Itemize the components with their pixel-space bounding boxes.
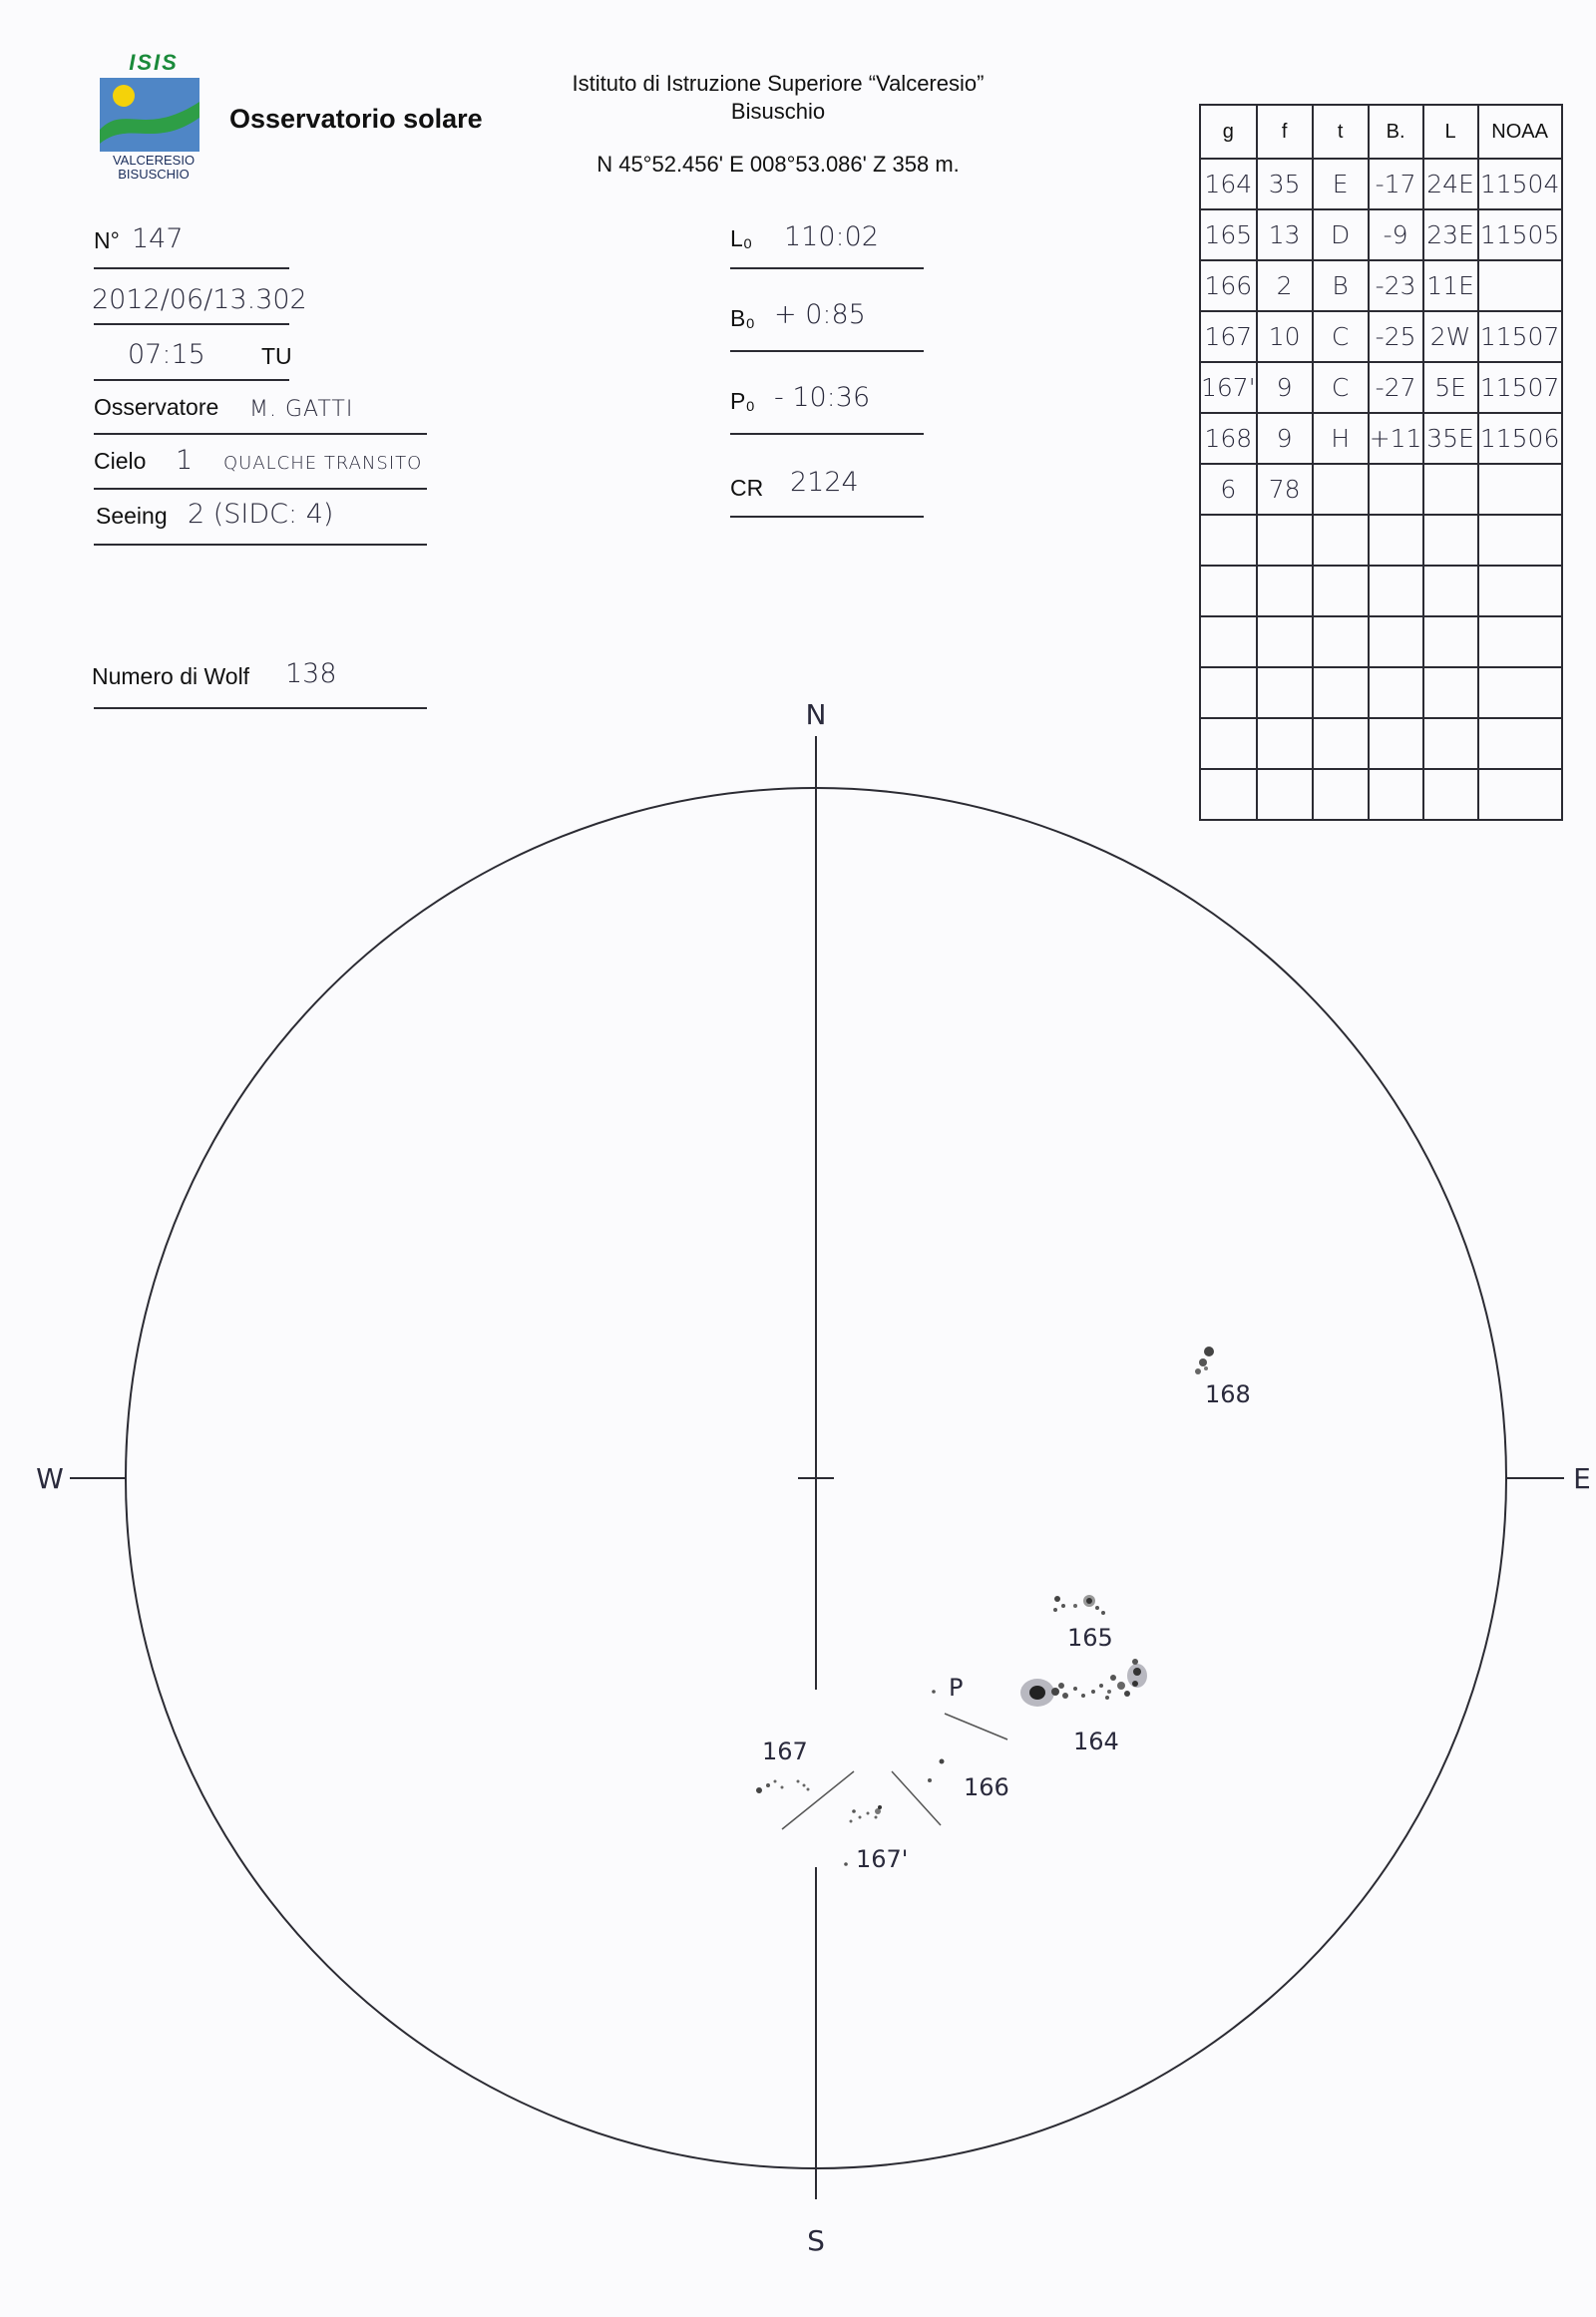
west-label: W: [36, 1462, 64, 1495]
cell-longitude: 5E: [1423, 362, 1478, 413]
cell-longitude: 11E: [1423, 260, 1478, 311]
cell-group: 165: [1200, 209, 1257, 260]
logo-mark: ISIS: [129, 50, 179, 75]
group-label-167: 167: [762, 1738, 808, 1765]
seeing-value: 2 (SIDC: 4): [188, 499, 334, 530]
cell-group: 168: [1200, 413, 1257, 464]
cell-group: 6: [1200, 464, 1257, 515]
column-header-longitude: L: [1423, 105, 1478, 159]
sunspot-group-167: [756, 1780, 810, 1794]
column-header-type: t: [1313, 105, 1369, 159]
cell-longitude: 23E: [1423, 209, 1478, 260]
p-marker-label: P: [949, 1674, 964, 1702]
page-title: Osservatorio solare: [229, 104, 483, 134]
group-167-divider-left: [782, 1771, 854, 1829]
date-value: 2012/06/13.302: [92, 284, 307, 315]
cell-noaa: 11506: [1478, 413, 1562, 464]
cell-latitude: -27: [1369, 362, 1423, 413]
cell-type: C: [1313, 362, 1369, 413]
observatory-coordinates: N 45°52.456' E 008°53.086' Z 358 m.: [597, 152, 960, 177]
sunspot-group-166: [928, 1759, 945, 1783]
sunspot-group-164: [1020, 1659, 1147, 1707]
group-label-164: 164: [1073, 1728, 1119, 1755]
observer-label: Osservatore: [94, 394, 219, 420]
p0-label: P₀: [730, 388, 755, 414]
column-header-noaa: NOAA: [1478, 105, 1562, 159]
cell-type: D: [1313, 209, 1369, 260]
cell-longitude: 35E: [1423, 413, 1478, 464]
group-167-divider-right: [892, 1771, 941, 1825]
cell-longitude: 24E: [1423, 159, 1478, 209]
group-label-166: 166: [964, 1773, 1009, 1801]
cell-group: 164: [1200, 159, 1257, 209]
sky-note: QUALCHE TRANSITO: [223, 453, 423, 474]
time-value: 07:15: [128, 339, 205, 370]
cell-spots: 78: [1257, 464, 1313, 515]
school-line2: Bisuschio: [730, 99, 826, 124]
cell-spots: 2: [1257, 260, 1313, 311]
number-label: N°: [94, 227, 120, 253]
p0-value: - 10:36: [774, 382, 871, 413]
wolf-number-label: Numero di Wolf: [92, 663, 250, 689]
cell-spots: 13: [1257, 209, 1313, 260]
cell-spots: 9: [1257, 413, 1313, 464]
cr-value: 2124: [790, 467, 859, 498]
seeing-label: Seeing: [96, 503, 168, 529]
group-167-prime-dot: [844, 1862, 848, 1866]
cell-latitude: +11: [1369, 413, 1423, 464]
l0-value: 110:02: [784, 221, 879, 252]
cell-spots: 10: [1257, 311, 1313, 362]
b0-label: B₀: [730, 305, 755, 331]
cell-group: 167: [1200, 311, 1257, 362]
group-label-167-prime: 167': [856, 1845, 909, 1873]
cell-type: E: [1313, 159, 1369, 209]
p-marker-dot: [932, 1690, 936, 1694]
time-unit: TU: [261, 343, 292, 369]
number-value: 147: [132, 223, 184, 254]
observer-value: M. GATTI: [249, 397, 354, 422]
cell-group: 166: [1200, 260, 1257, 311]
group-label-165: 165: [1067, 1624, 1113, 1652]
cell-spots: 35: [1257, 159, 1313, 209]
column-header-spots: f: [1257, 105, 1313, 159]
cr-label: CR: [730, 475, 764, 501]
school-line1: Istituto di Istruzione Superiore “Valceresio”: [572, 71, 985, 96]
l0-label: L₀: [730, 225, 753, 251]
north-label: N: [805, 698, 827, 731]
cell-type: C: [1313, 311, 1369, 362]
east-label: E: [1573, 1462, 1591, 1495]
logo-caption-line1: VALCERESIO: [112, 153, 196, 168]
cell-group: 167': [1200, 362, 1257, 413]
cell-latitude: -25: [1369, 311, 1423, 362]
sky-label: Cielo: [94, 448, 147, 474]
logo-caption-line2: BISUSCHIO: [118, 167, 190, 182]
cell-type: H: [1313, 413, 1369, 464]
south-label: S: [807, 2224, 825, 2257]
cell-latitude: -17: [1369, 159, 1423, 209]
cell-noaa: 11507: [1478, 362, 1562, 413]
sunspot-group-168: [1195, 1347, 1214, 1374]
sky-value: 1: [176, 445, 194, 476]
column-header-latitude: B.: [1369, 105, 1423, 159]
cell-spots: 9: [1257, 362, 1313, 413]
cell-noaa: 11507: [1478, 311, 1562, 362]
column-header-group: g: [1200, 105, 1257, 159]
sunspot-group-167-prime: [850, 1805, 883, 1823]
cell-noaa: 11505: [1478, 209, 1562, 260]
wolf-number-value: 138: [285, 658, 337, 689]
cell-latitude: -23: [1369, 260, 1423, 311]
cell-latitude: -9: [1369, 209, 1423, 260]
cell-longitude: 2W: [1423, 311, 1478, 362]
b0-value: + 0:85: [774, 299, 866, 330]
sunspot-group-165: [1053, 1595, 1105, 1615]
group-label-168: 168: [1205, 1380, 1251, 1408]
p-marker-line: [945, 1714, 1007, 1739]
cell-noaa: 11504: [1478, 159, 1562, 209]
cell-type: B: [1313, 260, 1369, 311]
